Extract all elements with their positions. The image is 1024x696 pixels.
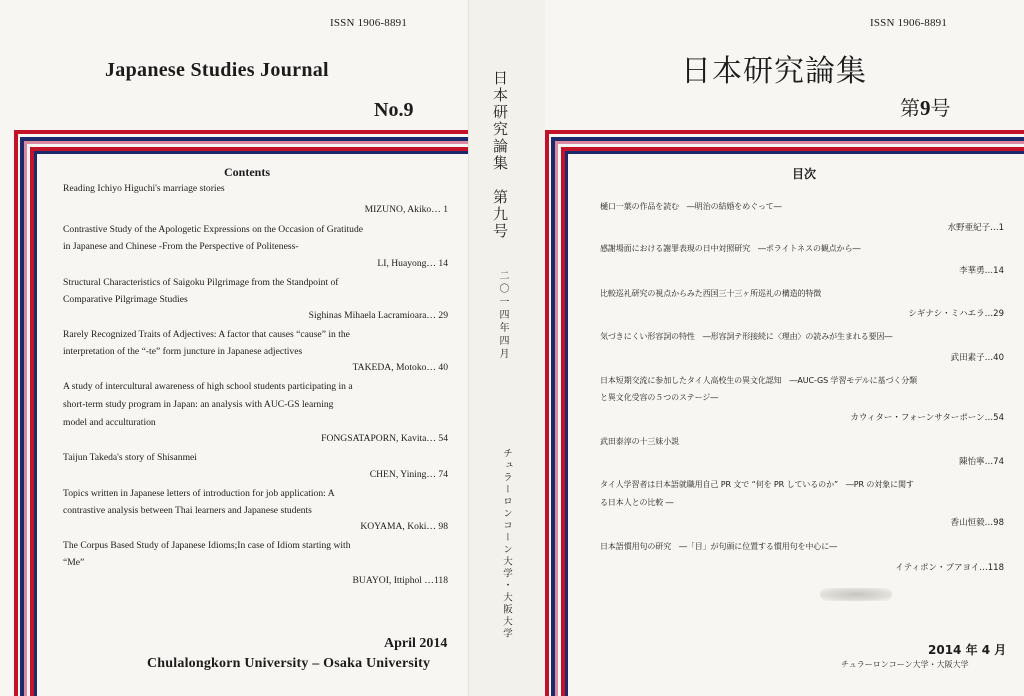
article-title-line: 気づきにくい形容詞の特性 ―形容詞テ形接続に〈理由〉の読みが生まれる要因― — [600, 332, 893, 341]
article-title-line: 樋口一葉の作品を読む ―明治の結婚をめぐって― — [600, 202, 782, 211]
article-title-line: Contrastive Study of the Apologetic Expressions on the Occasion of Gratitude — [63, 224, 364, 235]
publication-date: 2014 年 4 月 — [928, 643, 1007, 657]
issn-number: ISSN 1906-8891 — [330, 17, 408, 29]
contents-heading: 目次 — [792, 167, 817, 181]
article-title-line: Topics written in Japanese letters of introduction for job application: A — [63, 488, 335, 499]
article-author: 香山恒毅…98 — [950, 518, 1004, 528]
article-title-line: short-term study program in Japan: an analysis with AUC-GS learning — [63, 399, 334, 410]
article-author: Sighinas Mihaela Lacramioara… 29 — [308, 310, 448, 321]
article-title-line: Comparative Pilgrimage Studies — [63, 294, 188, 305]
article-title-line: る日本人との比較 ― — [600, 498, 674, 507]
issue-number — [900, 92, 951, 121]
article-title-line: Rarely Recognized Traits of Adjectives: A factor that causes “cause” in the — [63, 329, 350, 340]
article-author: TAKEDA, Motoko… 40 — [352, 362, 448, 373]
issue-number: No.9 — [374, 99, 414, 121]
spine-title: 日本研究論集 第九号 — [491, 70, 509, 240]
article-title-line: タイ人学習者は日本語就職用自己 PR 文で “何を PR しているのか” ―PR の対象に関す — [600, 480, 914, 489]
article-author: CHEN, Yining… 74 — [369, 469, 448, 480]
article-author: MIZUNO, Akiko… 1 — [364, 204, 448, 215]
publisher-universities: Chulalongkorn University – Osaka University — [147, 656, 431, 671]
article-author: FONGSATAPORN, Kavita… 54 — [321, 433, 448, 444]
article-author: BUAYOI, Ittiphol …118 — [352, 575, 448, 586]
journal-title: Japanese Studies Journal — [105, 59, 329, 81]
issue-suffix: 号 — [930, 96, 951, 120]
article-title-line: 武田泰淳の十三妹小説 — [600, 437, 679, 446]
article-author: 陳怡寧…74 — [959, 457, 1004, 467]
article-title-line: 日本短期交流に参加したタイ人高校生の異文化認知 ―AUC-GS 学習モデルに基づく分類 — [600, 376, 918, 385]
english-cover — [0, 0, 468, 696]
article-title-line: 比較巡礼研究の視点からみた西国三十三ヶ所巡礼の構造的特徴 — [600, 289, 822, 298]
article-author: 水野亜紀子…1 — [947, 223, 1004, 233]
article-title-line: 日本語慣用句の研究 ―「目」が句頭に位置する慣用句を中心に― — [600, 542, 837, 551]
issn-number: ISSN 1906-8891 — [870, 17, 948, 29]
scan-smudge — [820, 588, 892, 601]
article-author: LI, Huayong… 14 — [377, 258, 448, 269]
article-author: KOYAMA, Koki… 98 — [360, 521, 448, 532]
spine-date: 二〇一四年四月 — [497, 270, 508, 361]
article-author: イティポン・ブアヨイ…118 — [895, 563, 1004, 573]
issue-prefix: 第 — [900, 96, 920, 120]
japanese-cover — [545, 0, 1024, 696]
spine-universities: チュラーロンコーン大学・大阪大学 — [501, 448, 512, 640]
article-title-line: 感謝場面における謝罪表現の日中対照研究 ―ポライトネスの観点から― — [600, 244, 861, 253]
journal-title: 日本研究論集 — [681, 54, 867, 89]
article-author: 李華勇…14 — [959, 266, 1004, 276]
article-author: カウィター・フォーンサターポーン…54 — [850, 413, 1004, 423]
issue-digit: 9 — [920, 96, 931, 120]
publisher-universities: チュラーロンコーン大学・大阪大学 — [841, 660, 969, 669]
article-title-line: Structural Characteristics of Saigoku Pilgrimage from the Standpoint of — [63, 277, 339, 288]
article-title-line: in Japanese and Chinese -From the Perspective of Politeness- — [63, 241, 299, 252]
article-title-line: The Corpus Based Study of Japanese Idioms;In case of Idiom starting with — [63, 540, 351, 551]
contents-heading: Contents — [224, 165, 271, 179]
publication-date: April 2014 — [384, 636, 448, 651]
article-author: シギナシ・ミハエラ…29 — [908, 309, 1004, 319]
article-title-line: Reading Ichiyo Higuchi's marriage stories — [63, 183, 225, 194]
article-title-line: Taijun Takeda's story of Shisanmei — [63, 452, 197, 463]
article-author: 武田素子…40 — [950, 353, 1004, 363]
article-title-line: A study of intercultural awareness of high school students participating in a — [63, 381, 353, 392]
article-title-line: と異文化受容の５つのステージ― — [600, 393, 719, 402]
article-title-line: interpretation of the “-te” form juncture in Japanese adjectives — [63, 346, 303, 357]
article-title-line: contrastive analysis between Thai learners and Japanese students — [63, 505, 312, 516]
article-title-line: “Me” — [63, 557, 85, 568]
article-title-line: model and acculturation — [63, 417, 156, 428]
